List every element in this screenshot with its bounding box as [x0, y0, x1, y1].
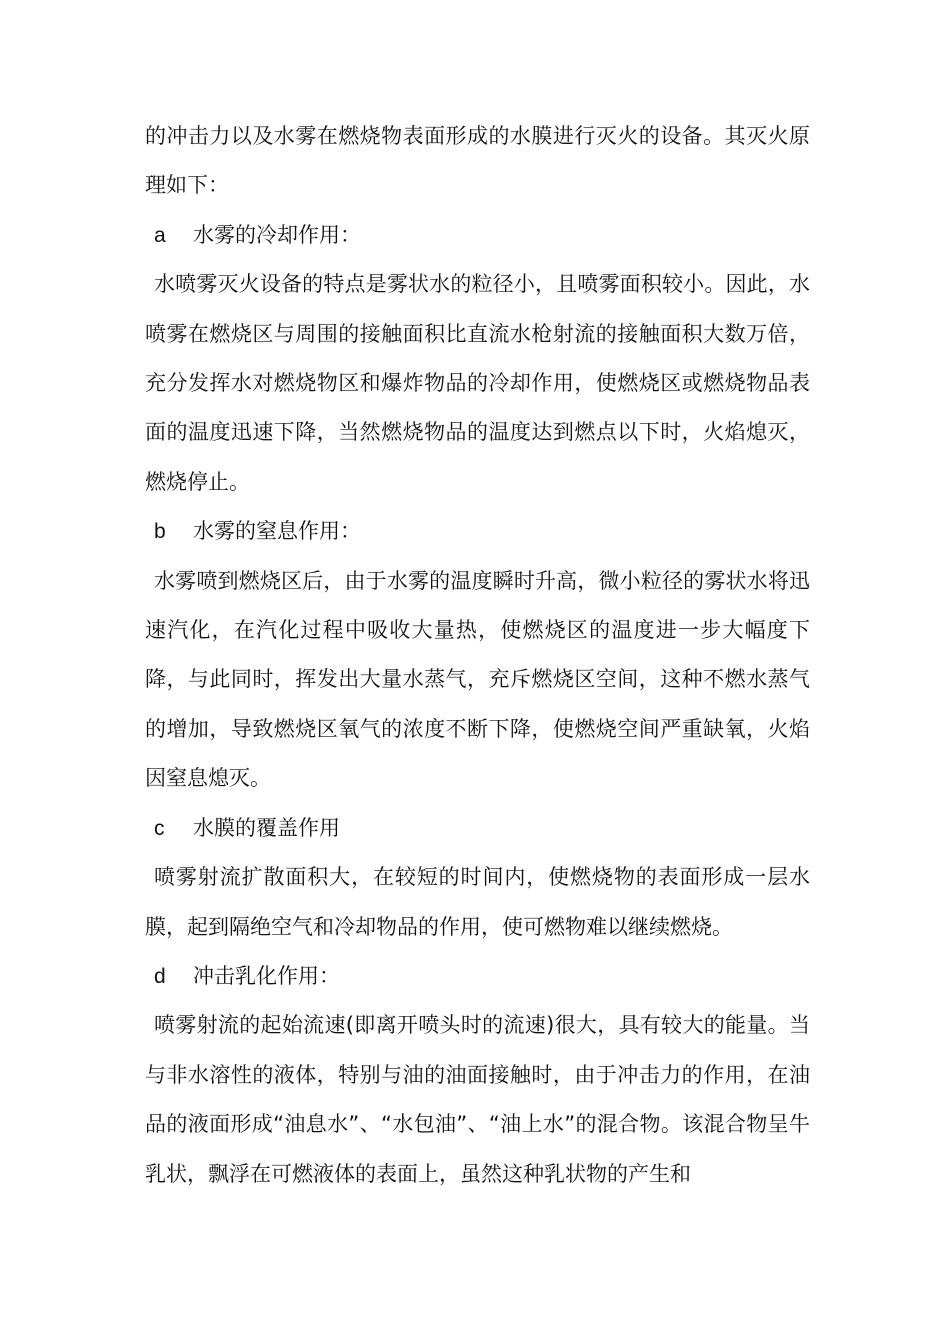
document-body: [145, 112, 810, 1199]
section-title-b: 水雾的窒息作用：: [193, 519, 361, 544]
section-letter-b: b: [154, 520, 166, 544]
section-title-d: 冲击乳化作用：: [193, 963, 340, 988]
section-letter-a: a: [154, 223, 166, 247]
section-title-a: 水雾的冷却作用：: [193, 222, 361, 247]
section-heading-d: [145, 952, 810, 1001]
section-title-c: 水膜的覆盖作用: [193, 815, 340, 840]
film-covering-paragraph: 喷雾射流扩散面积大，在较短的时间内，使燃烧物的表面形成一层水膜，起到隔绝空气和冷却物品的作用，使可燃物难以继续燃烧。: [145, 865, 810, 939]
section-letter-c: c: [154, 816, 165, 840]
section-heading-b: [145, 507, 810, 556]
cooling-paragraph: 水喷雾灭火设备的特点是雾状水的粒径小，且喷雾面积较小。因此，水喷雾在燃烧区与周围的接触面积比直流水枪射流的接触面积大数万倍，充分发挥水对燃烧物区和爆炸物品的冷却作用，使燃烧区或燃烧物品表面的温度迅速下降，当然燃烧物品的温度达到燃点以下时，火焰熄灭，燃烧停止。: [145, 272, 810, 494]
section-heading-c: [145, 804, 810, 853]
intro-paragraph: 的冲击力以及水雾在燃烧物表面形成的水膜进行灭火的设备。其灭火原理如下：: [145, 124, 810, 198]
section-heading-a: [145, 211, 810, 260]
emulsification-paragraph: 喷雾射流的起始流速(即离开喷头时的流速)很大，具有较大的能量。当与非水溶性的液体，特别与油的油面接触时，由于冲击力的作用，在油品的液面形成“油息水”、“水包油”、“油上水”的混合物。该混合物呈牛乳状，飘浮在可燃液体的表面上，虽然这种乳状物的产生和: [145, 1013, 810, 1186]
section-letter-d: d: [154, 964, 166, 988]
suffocation-paragraph: 水雾喷到燃烧区后，由于水雾的温度瞬时升高，微小粒径的雾状水将迅速汽化，在汽化过程中吸收大量热，使燃烧区的温度进一步大幅度下降，与此同时，挥发出大量水蒸气，充斥燃烧区空间，这种不燃水蒸气的增加，导致燃烧区氧气的浓度不断下降，使燃烧空间严重缺氧，火焰因窒息熄灭。: [145, 568, 810, 791]
